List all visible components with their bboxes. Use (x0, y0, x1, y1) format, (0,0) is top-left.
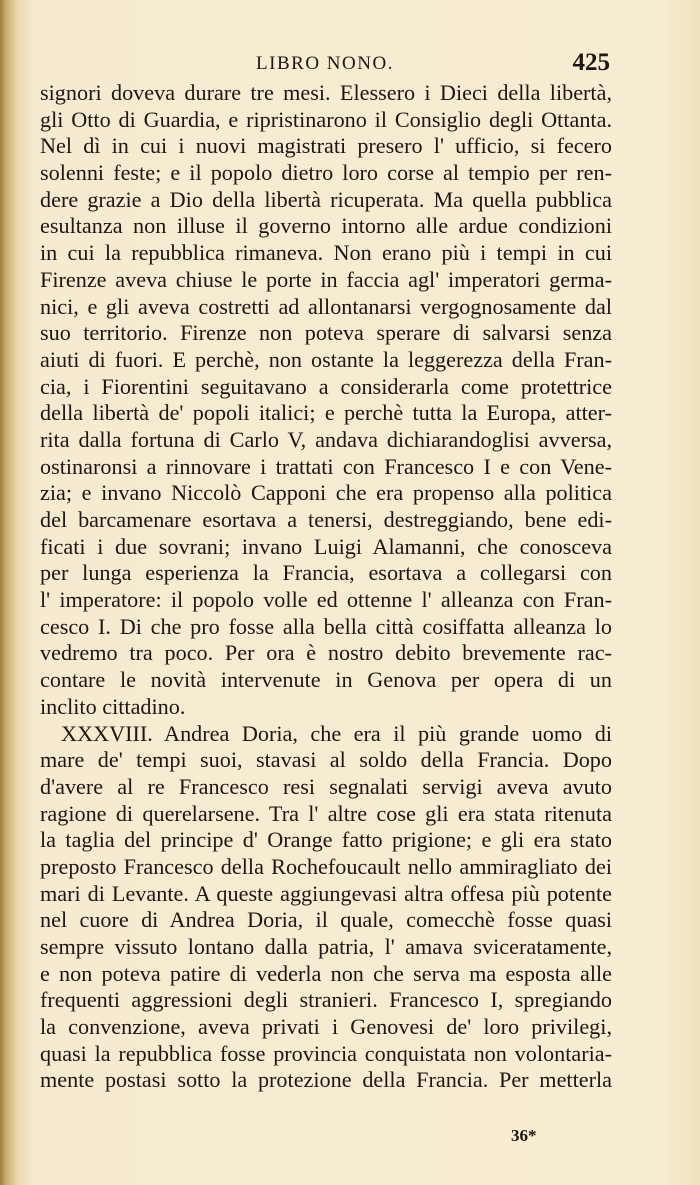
text-line: mare de' tempi suoi, stavasi al soldo della Francia. Dopo (40, 747, 612, 773)
text-line: solenni feste; e il popolo dietro loro corse al tempio per ren- (40, 160, 612, 186)
text-line: contare le novità intervenute in Genova per opera di un (40, 667, 612, 693)
text-line: ostinaronsi a rinnovare i trattati con Francesco I e con Vene- (40, 453, 612, 479)
section-start-line: XXXVIII. Andrea Doria, che era il più grande uomo di (61, 720, 612, 746)
text-line: frequenti aggressioni degli stranieri. Francesco I, spregiando (40, 987, 612, 1013)
text-line: dere grazie a Dio della libertà ricuperata. Ma quella pubblica (40, 186, 612, 212)
text-line: Firenze aveva chiuse le porte in faccia agl' imperatori germa- (40, 266, 612, 292)
body-text (40, 80, 612, 1094)
text-line: d'avere al re Francesco resi segnalati servigi aveva avuto (40, 773, 612, 799)
running-head: LIBRO NONO. (256, 53, 394, 74)
text-line: sempre vissuto lontano dalla patria, l' amava sviceratamente, (40, 934, 612, 959)
text-line: in cui la repubblica rimaneva. Non erano più i tempi in cui (40, 240, 612, 266)
text-line: e non poteva patire di vederla non che serva ma esposta alle (40, 960, 612, 986)
text-line: preposto Francesco della Rochefoucault nello ammiragliato dei (40, 853, 612, 879)
text-line: zia; e invano Niccolò Capponi che era propenso alla politica (40, 480, 612, 506)
text-line: esultanza non illuse il governo intorno alle ardue condizioni (40, 213, 612, 239)
text-line: quasi la repubblica fosse provincia conquistata non volontaria- (40, 1040, 612, 1066)
text-line: la convenzione, aveva privati i Genovesi de' loro privilegi, (40, 1014, 612, 1040)
text-line: per lunga esperienza la Francia, esortava a collegarsi con (40, 560, 612, 586)
text-line: suo territorio. Firenze non poteva sperare di salvarsi senza (40, 320, 612, 346)
text-line: Nel dì in cui i nuovi magistrati presero l' ufficio, si fecero (40, 133, 612, 159)
text-line: cia, i Fiorentini seguitavano a considerarla come protettrice (40, 373, 612, 399)
text-line: l' imperatore: il popolo volle ed ottenne l' alleanza con Fran- (40, 587, 612, 613)
text-line: ficati i due sovrani; invano Luigi Alamanni, che conosceva (40, 533, 612, 559)
text-line: del barcamenare esortava a tenersi, destreggiando, bene edi- (40, 507, 612, 532)
text-line: nici, e gli aveva costretti ad allontanarsi vergognosamente dal (40, 293, 612, 319)
text-line: aiuti di fuori. E perchè, non ostante la leggerezza della Fran- (40, 346, 612, 372)
signature-mark: 36* (511, 1126, 537, 1145)
text-line: mari di Levante. A queste aggiungevasi altra offesa più potente (40, 880, 612, 906)
text-line: della libertà de' popoli italici; e perchè tutta la Europa, atter- (40, 400, 612, 426)
text-line: la taglia del principe d' Orange fatto prigione; e gli era stato (40, 827, 612, 853)
page-number: 425 (572, 49, 610, 76)
page-header (40, 49, 610, 79)
text-line: gli Otto di Guardia, e ripristinarono il Consiglio degli Ottanta. (40, 106, 612, 132)
text-line: signori doveva durare tre mesi. Elessero i Dieci della libertà, (40, 80, 612, 105)
text-line: mente postasi sotto la protezione della Francia. Per metterla (40, 1067, 612, 1093)
text-line: nel cuore di Andrea Doria, il quale, comecchè fosse quasi (40, 907, 612, 933)
text-line: vedremo tra poco. Per ora è nostro debito brevemente rac- (40, 640, 612, 666)
text-line: cesco I. Di che pro fosse alla bella città cosiffatta alleanza lo (40, 613, 612, 639)
paragraph-end-line: inclito cittadino. (40, 693, 186, 719)
text-line: rita dalla fortuna di Carlo V, andava dichiarandoglisi avversa, (40, 426, 612, 452)
text-line: ragione di querelarsene. Tra l' altre cose gli era stata ritenuta (40, 800, 612, 826)
